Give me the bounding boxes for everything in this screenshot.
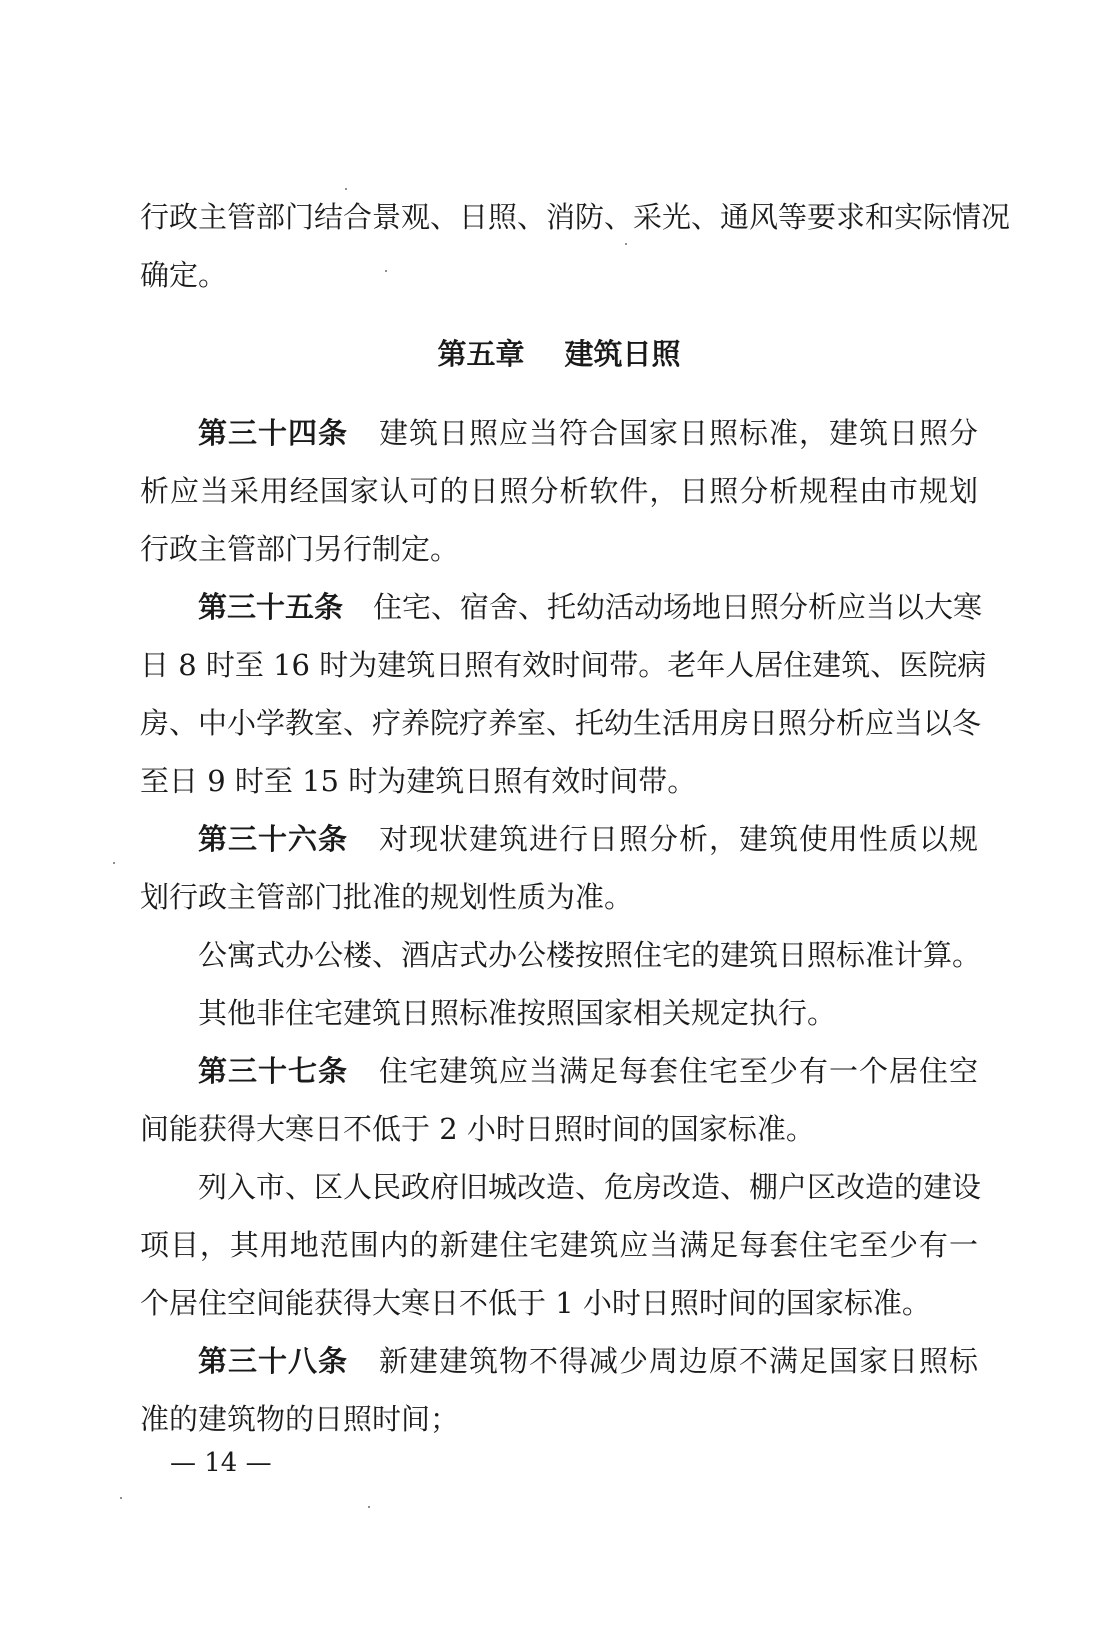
article-first-line <box>140 810 978 868</box>
page-content <box>140 188 1011 1448</box>
article-label: 第三十七条 <box>198 1054 348 1088</box>
article-label: 第三十八条 <box>198 1344 348 1378</box>
article-text: 对现状建筑进行日照分析，建筑使用性质以规 <box>378 822 978 856</box>
text-line: 析应当采用经国家认可的日照分析软件，日照分析规程由市规划 <box>140 474 978 508</box>
article-first-line <box>140 578 983 636</box>
paragraph-line: 项目，其用地范围内的新建住宅建筑应当满足每套住宅至少有一 <box>140 1228 978 1262</box>
scan-speck <box>385 270 387 272</box>
text-line: 至日 9 时至 15 时为建筑日照有效时间带。 <box>140 764 697 798</box>
article-label: 第三十六条 <box>198 822 348 856</box>
article-text: 建筑日照应当符合国家日照标准，建筑日照分 <box>378 416 978 450</box>
article-text: 住宅、宿舍、托幼活动场地日照分析应当以大寒 <box>373 590 983 624</box>
article-first-line <box>140 1332 978 1390</box>
article-first-line <box>140 1042 978 1100</box>
text-line: 准的建筑物的日照时间； <box>140 1402 460 1436</box>
scan-speck <box>625 243 627 245</box>
chapter-title: 建筑日照 <box>564 337 681 371</box>
scan-speck <box>345 188 347 190</box>
article-text: 住宅建筑应当满足每套住宅至少有一个居住空 <box>378 1054 978 1088</box>
paragraph-line: 其他非住宅建筑日照标准按照国家相关规定执行。 <box>198 996 837 1030</box>
paragraph-line: 个居住空间能获得大寒日不低于 1 小时日照时间的国家标准。 <box>140 1286 931 1320</box>
chapter-heading <box>140 304 978 404</box>
text-line: 间能获得大寒日不低于 2 小时日照时间的国家标准。 <box>140 1112 815 1146</box>
article-label: 第三十四条 <box>198 416 348 450</box>
article-text: 新建建筑物不得减少周边原不满足国家日照标 <box>378 1344 978 1378</box>
text-line: 划行政主管部门批准的规划性质为准。 <box>140 880 634 914</box>
paragraph-line: 列入市、区人民政府旧城改造、危房改造、棚户区改造的建设 <box>198 1170 982 1204</box>
text-line: 行政主管部门另行制定。 <box>140 532 460 566</box>
scan-speck <box>113 862 115 864</box>
text-line: 日 8 时至 16 时为建筑日照有效时间带。老年人居住建筑、医院病 <box>140 648 987 682</box>
scan-speck <box>368 1506 370 1508</box>
text-line: 行政主管部门结合景观、日照、消防、采光、通风等要求和实际情况 <box>140 200 1011 234</box>
article-first-line <box>140 404 978 462</box>
chapter-number: 第五章 <box>437 337 525 371</box>
text-line: 房、中小学教室、疗养院疗养室、托幼生活用房日照分析应当以冬 <box>140 706 982 740</box>
text-line: 确定。 <box>140 258 228 292</box>
page-number: — 14 — <box>170 1448 272 1478</box>
scan-speck <box>120 1497 122 1499</box>
article-label: 第三十五条 <box>198 590 344 624</box>
paragraph-line: 公寓式办公楼、酒店式办公楼按照住宅的建筑日照标准计算。 <box>198 938 982 972</box>
